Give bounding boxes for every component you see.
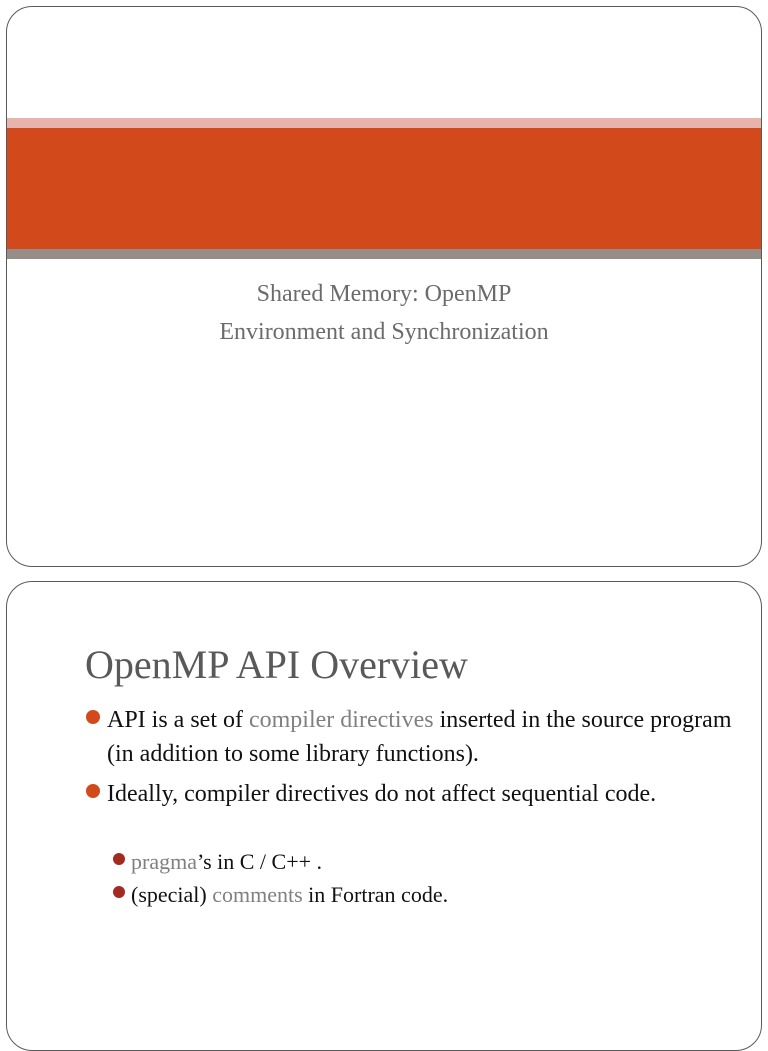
- highlight-term: pragma: [131, 849, 197, 874]
- slide-title: OpenMP API Overview: [85, 642, 468, 687]
- slide-title: [6, 6, 762, 567]
- bullet-item: [107, 703, 737, 771]
- accent-band-main: [7, 128, 761, 249]
- sub-bullet-dot-icon: [113, 853, 125, 865]
- bullet-dot-icon: [86, 710, 100, 724]
- bullet-text: ’s in C / C++ .: [196, 849, 323, 874]
- slide-overview: [6, 581, 762, 1051]
- highlight-term: comments: [212, 882, 303, 907]
- bullet-item: [107, 777, 737, 811]
- slide-subtitle-line1: Shared Memory: OpenMP: [256, 281, 512, 307]
- slide-subtitle-line2: Environment and Synchronization: [219, 319, 549, 345]
- sub-bullet-item: [131, 880, 731, 910]
- highlight-term: compiler directives: [248, 707, 434, 733]
- bullet-dot-icon: [86, 784, 100, 798]
- accent-band-gray: [7, 249, 761, 259]
- accent-band-light: [7, 118, 761, 128]
- sub-bullet-dot-icon: [113, 886, 125, 898]
- bullet-text: inserted in the source program (in addition to some library functions).: [107, 707, 732, 767]
- bullet-text: API is a set of: [107, 707, 249, 733]
- bullet-text: Ideally, compiler directives do not affect sequential code.: [107, 781, 657, 807]
- sub-bullet-item: [131, 847, 731, 877]
- bullet-text: in Fortran code.: [302, 882, 449, 907]
- bullet-text: (special): [131, 882, 213, 907]
